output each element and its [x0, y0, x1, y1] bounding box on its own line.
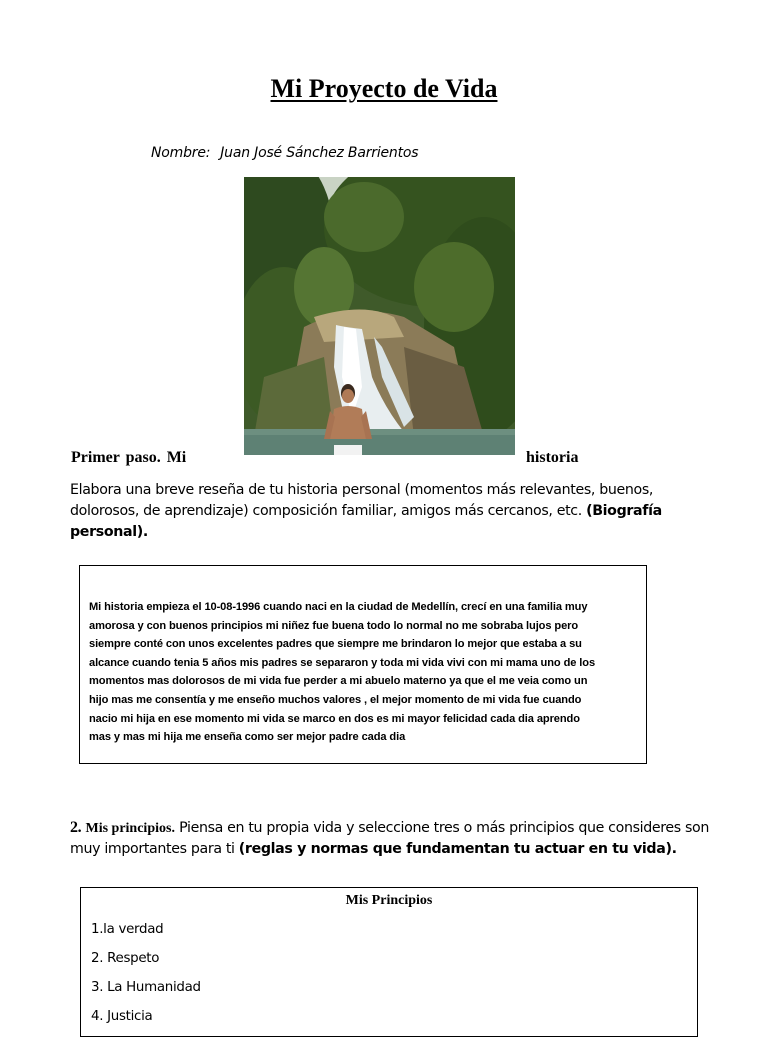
step1-heading-left: Primer paso. Mi	[71, 449, 187, 466]
waterfall-photo	[244, 177, 515, 455]
name-line	[151, 145, 418, 161]
name-value: Juan José Sánchez Barrientos	[220, 145, 419, 161]
step2-bold-text: (reglas y normas que fundamentan tu actuar en tu vida).	[238, 841, 677, 857]
principles-title: Mis Principios	[345, 893, 433, 908]
principles-box	[80, 887, 698, 1037]
step1-instructions-bold: (Biografía personal).	[70, 503, 662, 540]
step1-heading-right: historia	[526, 449, 579, 466]
story-box	[79, 565, 647, 764]
story-text	[89, 598, 645, 747]
principle-item: 4. Justicia	[91, 1009, 153, 1024]
story-line: siempre conté con unos excelentes padres que siempre me brindaron lo mejor que estaba a su	[89, 638, 582, 651]
step2-heading: Mis principios.	[85, 821, 175, 836]
document-title: Mi Proyecto de Vida	[270, 74, 498, 103]
step1-instructions	[70, 480, 670, 543]
principle-item: 1.la verdad	[91, 922, 164, 937]
story-line: momentos mas dolorosos de mi vida fue perder a mi abuelo materno ya que el me veia como un	[89, 675, 588, 688]
principles-list	[91, 921, 201, 1037]
name-label: Nombre:	[151, 145, 211, 161]
step2-number: 2.	[70, 819, 82, 836]
story-line: Mi historia empieza el 10-08-1996 cuando naci en la ciudad de Medellín, crecí en una familia muy	[89, 601, 588, 613]
story-line: alcance cuando tenia 5 años mis padres se separaron y toda mi vida vivi con mi mama uno de los	[89, 656, 596, 669]
principle-item: 2. Respeto	[91, 951, 160, 966]
story-line: hijo mas me consentía y me enseño muchos valores , el mejor momento de mi vida fue cuando	[89, 693, 582, 706]
step2-instructions	[70, 817, 710, 860]
step1-instructions-text: Elabora una breve reseña de tu historia personal (momentos más relevantes, buenos, dolorosos, de aprendizaje) composición familiar, amigos más cercanos, etc.	[70, 482, 654, 519]
story-line: mas y mas mi hija me enseña como ser mejor padre cada dia	[89, 731, 406, 744]
story-line: nacio mi hija en ese momento mi vida se marco en dos es mi mayor felicidad cada dia aprendo	[89, 712, 580, 725]
step2-text: Piensa en tu propia vida y seleccione tres o más principios que consideres son muy importantes para ti	[70, 820, 710, 857]
principle-item: 3. La Humanidad	[91, 980, 201, 995]
story-line: amorosa y con buenos principios mi niñez fue buena todo lo normal no me sobraba lujos pero	[89, 619, 579, 632]
